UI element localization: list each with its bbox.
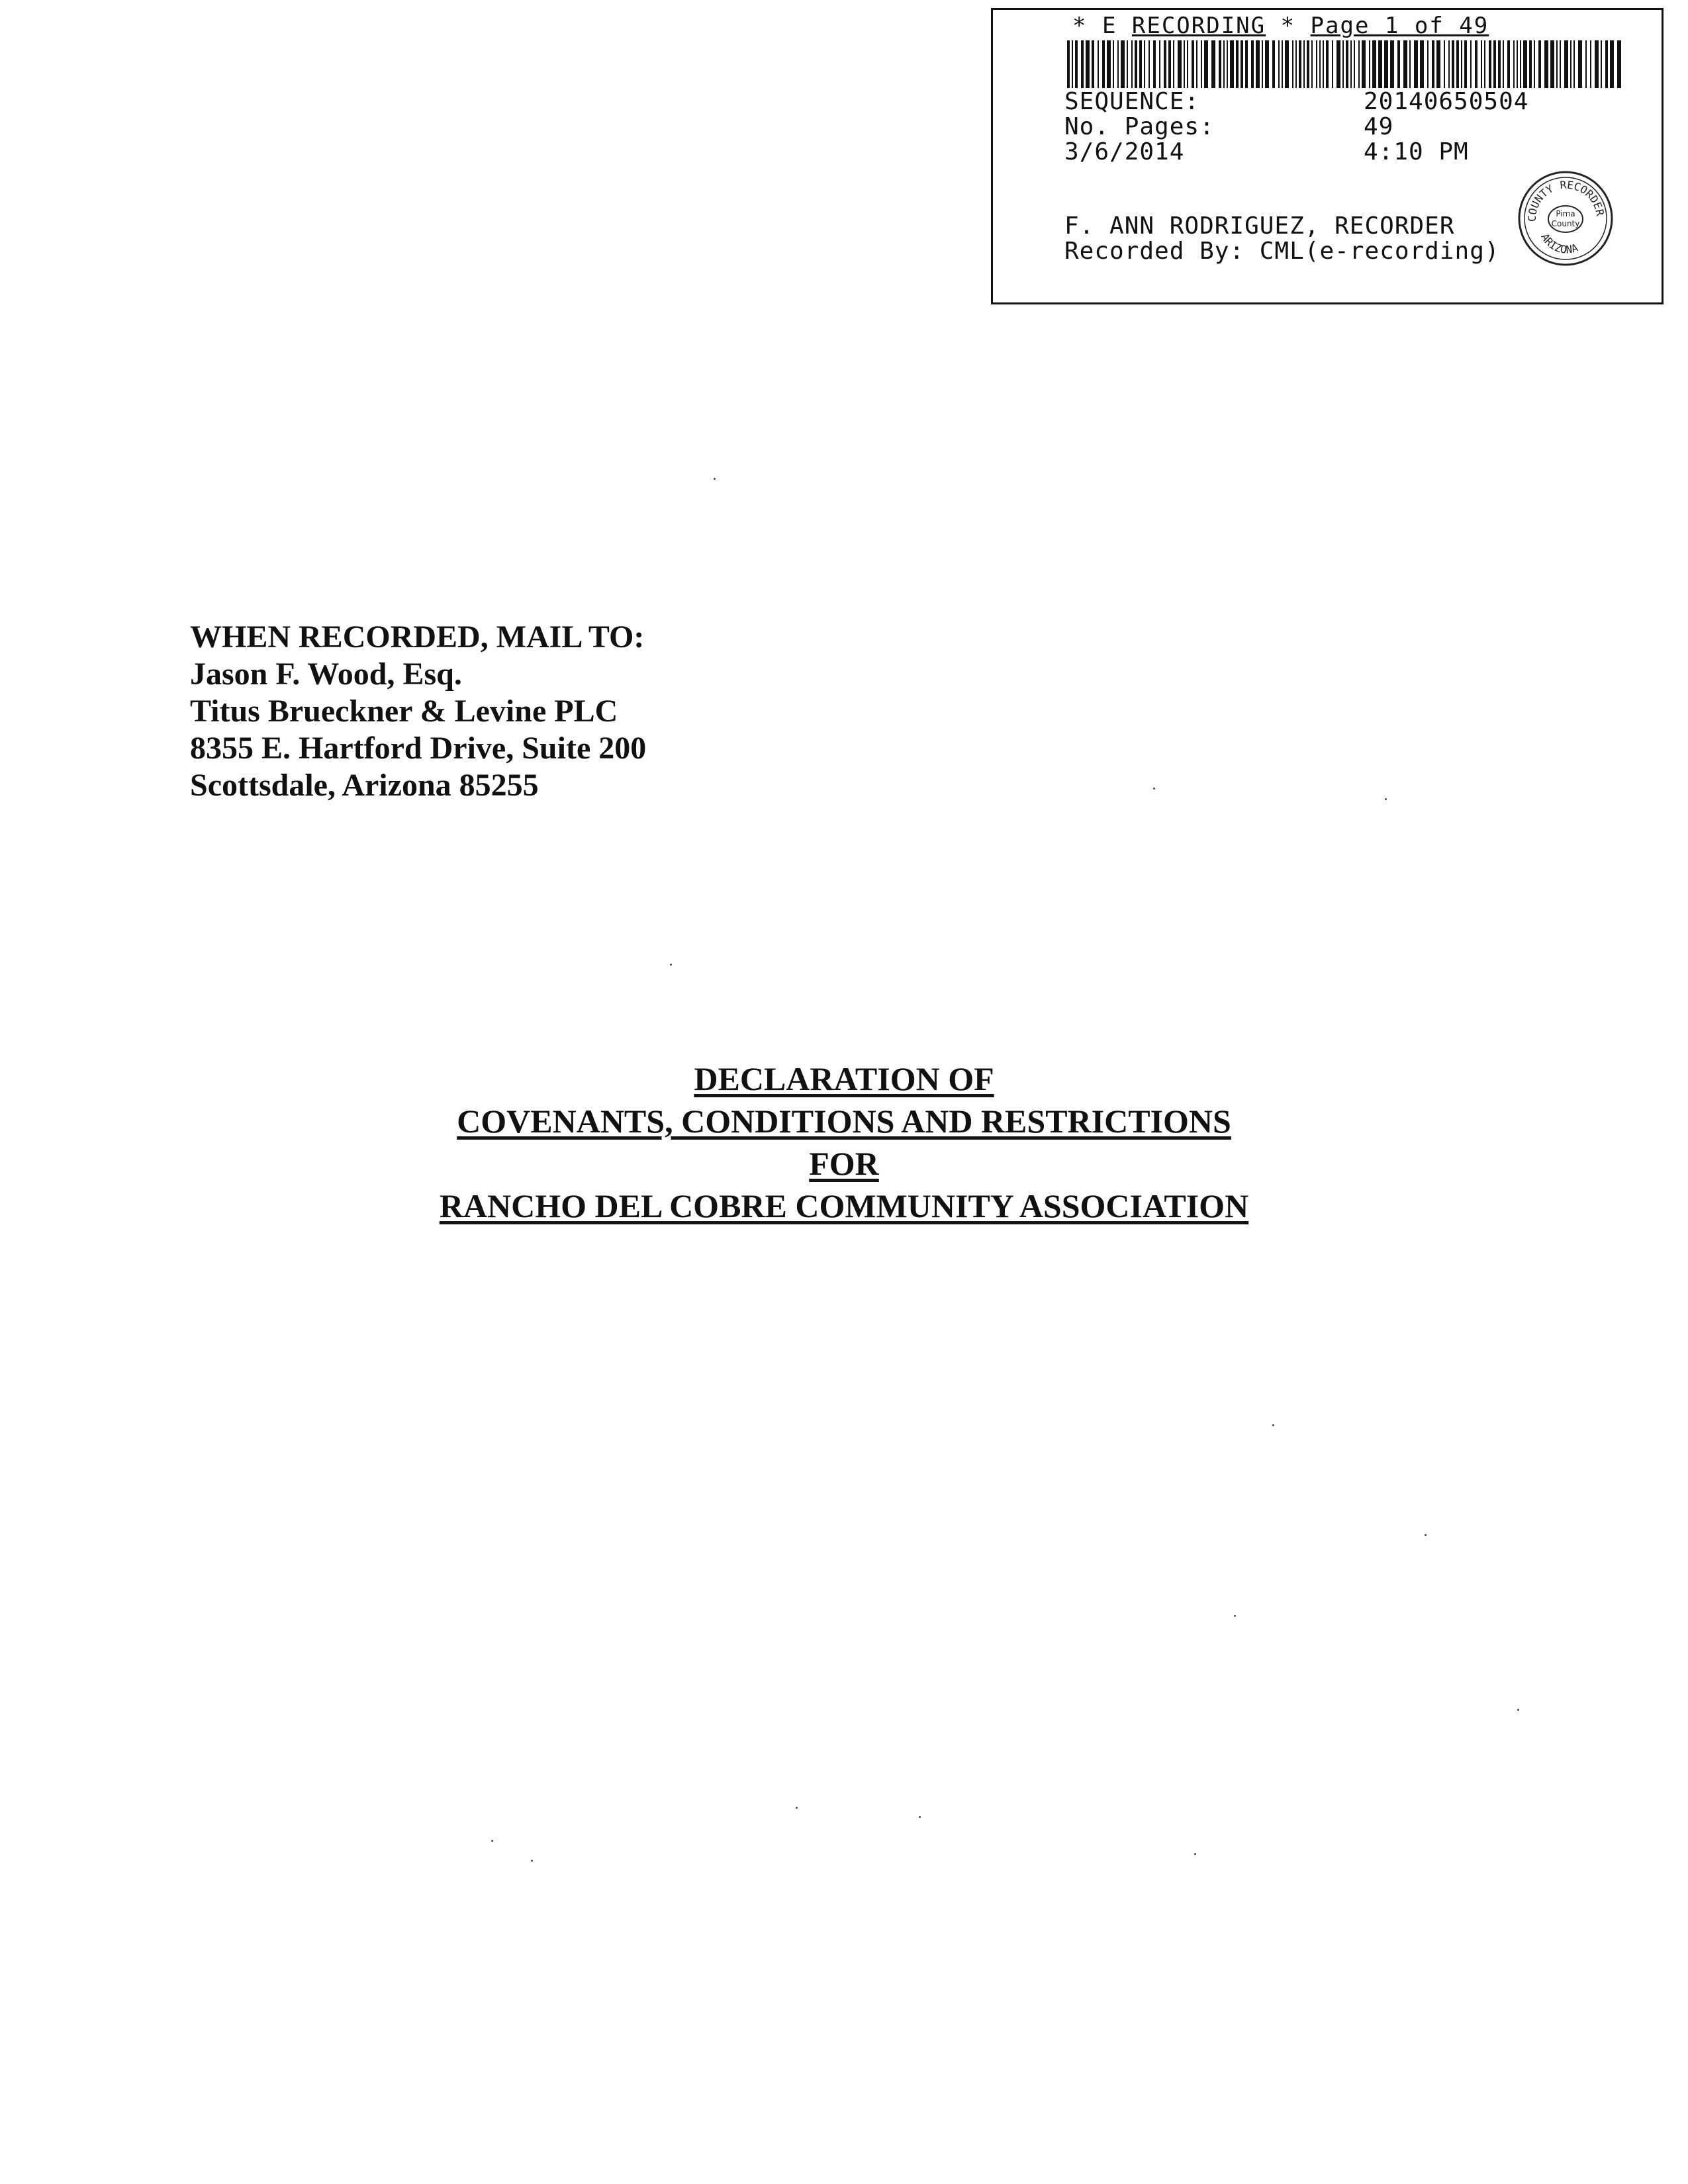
stamp-header-recording: RECORDING [1131, 13, 1266, 39]
barcode-bar [1362, 40, 1366, 88]
barcode-bar [1211, 40, 1215, 88]
stamp-header-middle: * [1266, 13, 1311, 39]
recorded-by: Recorded By: CML(e-recording) [1064, 238, 1500, 265]
barcode-bar [1336, 40, 1340, 88]
barcode-bar [1529, 40, 1532, 88]
barcode-bar [1295, 40, 1297, 88]
barcode-bar [1617, 40, 1621, 88]
recorder-name: F. ANN RODRIGUEZ, RECORDER [1064, 212, 1455, 240]
record-date: 3/6/2014 [1064, 138, 1185, 165]
barcode-bar [1272, 40, 1275, 88]
barcode-bar [1149, 40, 1150, 88]
barcode-bar [1390, 40, 1394, 88]
barcode-bar [1067, 40, 1070, 88]
barcode-bar [1605, 40, 1608, 88]
barcode-bar [1282, 40, 1283, 88]
scan-speck [670, 964, 672, 966]
record-time: 4:10 PM [1364, 138, 1469, 165]
scan-speck [919, 1816, 921, 1818]
mail-to-block [190, 619, 646, 804]
barcode-bar [1350, 40, 1352, 88]
barcode-bar [1102, 40, 1105, 88]
barcode-bar [1493, 40, 1496, 88]
scan-speck [1153, 788, 1155, 790]
barcode-bar [1489, 40, 1491, 88]
pages-value: 49 [1364, 113, 1394, 140]
barcode-bar [1354, 40, 1355, 88]
barcode-bar [1560, 40, 1561, 88]
barcode-bar [1168, 40, 1171, 88]
barcode-bar [1299, 40, 1301, 88]
barcode-bar [1520, 40, 1521, 88]
barcode-bar [1262, 40, 1263, 88]
barcode-bar [1153, 40, 1156, 88]
county-seal-icon [1516, 169, 1615, 268]
barcode-bar [1319, 40, 1321, 88]
mail-to-firm: Titus Brueckner & Levine PLC [190, 694, 618, 729]
barcode-bar [1556, 40, 1558, 88]
barcode-bar [1139, 40, 1142, 88]
barcode-bar [1159, 40, 1160, 88]
barcode-bar [1601, 40, 1602, 88]
barcode-bar [1372, 40, 1376, 88]
sequence-value: 20140650504 [1364, 88, 1529, 115]
barcode-bar [1173, 40, 1174, 88]
pages-label: No. Pages: [1064, 113, 1215, 140]
title-line-4: RANCHO DEL COBRE COMMUNITY ASSOCIATION [439, 1187, 1249, 1224]
barcode-bar [1420, 40, 1424, 88]
barcode-bar [1323, 40, 1324, 88]
barcode-bar [1230, 40, 1234, 88]
mail-to-name: Jason F. Wood, Esq. [190, 657, 462, 692]
barcode-bar [1461, 40, 1462, 88]
barcode-bar [1121, 40, 1125, 88]
barcode-bar [1278, 40, 1280, 88]
barcode-bar [1332, 40, 1333, 88]
barcode-bar [1107, 40, 1111, 88]
barcode-bar [1452, 40, 1454, 88]
barcode-bar [1484, 40, 1485, 88]
barcode-bar [1534, 40, 1535, 88]
barcode-bar [1595, 40, 1599, 88]
barcode-bar [1507, 40, 1510, 88]
mail-to-street: 8355 E. Hartford Drive, Suite 200 [190, 731, 647, 766]
scan-speck [796, 1807, 798, 1809]
barcode-bar [1358, 40, 1360, 88]
barcode-bar [1544, 40, 1548, 88]
title-line-3: FOR [809, 1145, 879, 1182]
barcode-bar [1590, 40, 1591, 88]
barcode-bar [1251, 40, 1254, 88]
seal-top-text: COUNTY RECORDER [1525, 178, 1607, 222]
barcode-bar [1092, 40, 1094, 88]
barcode-bar [1414, 40, 1418, 88]
scan-speck [1234, 1615, 1236, 1617]
barcode-bar [1113, 40, 1114, 88]
barcode-bar [1403, 40, 1407, 88]
barcode-bar [1072, 40, 1073, 88]
barcode-bar [1081, 40, 1084, 88]
barcode-bar [1432, 40, 1434, 88]
scan-speck [1425, 1534, 1427, 1536]
mail-to-city: Scottsdale, Arizona 85255 [190, 768, 539, 803]
barcode-bar [1550, 40, 1554, 88]
barcode-bar [1144, 40, 1145, 88]
barcode-bar [1384, 40, 1388, 88]
barcode-bar [1538, 40, 1541, 88]
scan-speck [714, 478, 716, 480]
stamp-header-prefix: * E [1072, 13, 1132, 39]
barcode-bar [1470, 40, 1472, 88]
barcode-bar [1570, 40, 1571, 88]
scan-speck [491, 1840, 493, 1842]
barcode-bar [1135, 40, 1137, 88]
barcode-bar [1564, 40, 1568, 88]
barcode-bar [1436, 40, 1440, 88]
scan-speck [1272, 1424, 1274, 1426]
barcode-bar [1187, 40, 1188, 88]
barcode-bar [1219, 40, 1221, 88]
barcode-bar [1498, 40, 1501, 88]
barcode-bar [1184, 40, 1185, 88]
stamp-header-page: Page 1 of 49 [1310, 13, 1489, 39]
stamp-header [1072, 13, 1489, 39]
seal-center-line2: County [1551, 219, 1580, 228]
sequence-label: SEQUENCE: [1064, 88, 1200, 115]
barcode-bar [1303, 40, 1305, 88]
barcode-bar [1227, 40, 1228, 88]
barcode-bar [1117, 40, 1119, 88]
barcode-bar [1448, 40, 1450, 88]
seal-center-line1: Pima [1556, 209, 1575, 218]
barcode-bar [1464, 40, 1467, 88]
barcode-bar [1204, 40, 1208, 88]
barcode-bar [1196, 40, 1197, 88]
barcode-bar [1409, 40, 1411, 88]
barcode-bar [1369, 40, 1370, 88]
barcode-bar [1578, 40, 1582, 88]
barcode [1067, 40, 1623, 88]
barcode-bar [1346, 40, 1348, 88]
barcode-bar [1285, 40, 1289, 88]
barcode-bar [1075, 40, 1078, 88]
barcode-bar [1131, 40, 1133, 88]
barcode-bar [1456, 40, 1459, 88]
barcode-bar [1307, 40, 1309, 88]
barcode-bar [1311, 40, 1313, 88]
scan-speck [1517, 1709, 1519, 1711]
barcode-bar [1475, 40, 1477, 88]
barcode-bar [1292, 40, 1293, 88]
mail-to-heading: WHEN RECORDED, MAIL TO: [190, 619, 645, 655]
document-title [0, 1058, 1688, 1227]
barcode-bar [1098, 40, 1099, 88]
barcode-bar [1503, 40, 1504, 88]
barcode-bar [1523, 40, 1527, 88]
seal-bottom-text: ARIZONA [1538, 231, 1580, 256]
barcode-bar [1245, 40, 1248, 88]
barcode-bar [1086, 40, 1090, 88]
barcode-bar [1517, 40, 1518, 88]
barcode-bar [1444, 40, 1445, 88]
barcode-bar [1316, 40, 1317, 88]
barcode-bar [1201, 40, 1202, 88]
title-line-2: COVENANTS, CONDITIONS AND RESTRICTIONS [457, 1103, 1231, 1140]
barcode-bar [1573, 40, 1575, 88]
barcode-bar [1241, 40, 1243, 88]
barcode-bar [1236, 40, 1239, 88]
barcode-bar [1513, 40, 1515, 88]
barcode-bar [1265, 40, 1269, 88]
scan-speck [1385, 798, 1387, 800]
barcode-bar [1610, 40, 1614, 88]
barcode-bar [1481, 40, 1482, 88]
barcode-bar [1164, 40, 1166, 88]
barcode-bar [1326, 40, 1329, 88]
barcode-bar [1585, 40, 1587, 88]
scan-speck [1194, 1853, 1196, 1855]
barcode-bar [1378, 40, 1382, 88]
barcode-bar [1223, 40, 1225, 88]
title-line-1: DECLARATION OF [694, 1060, 994, 1097]
barcode-bar [1127, 40, 1128, 88]
barcode-bar [1256, 40, 1260, 88]
recording-stamp [991, 8, 1664, 304]
barcode-bar [1178, 40, 1182, 88]
barcode-bar [1397, 40, 1400, 88]
barcode-bar [1342, 40, 1344, 88]
scan-speck [531, 1860, 533, 1862]
barcode-bar [1427, 40, 1429, 88]
barcode-bar [1192, 40, 1194, 88]
